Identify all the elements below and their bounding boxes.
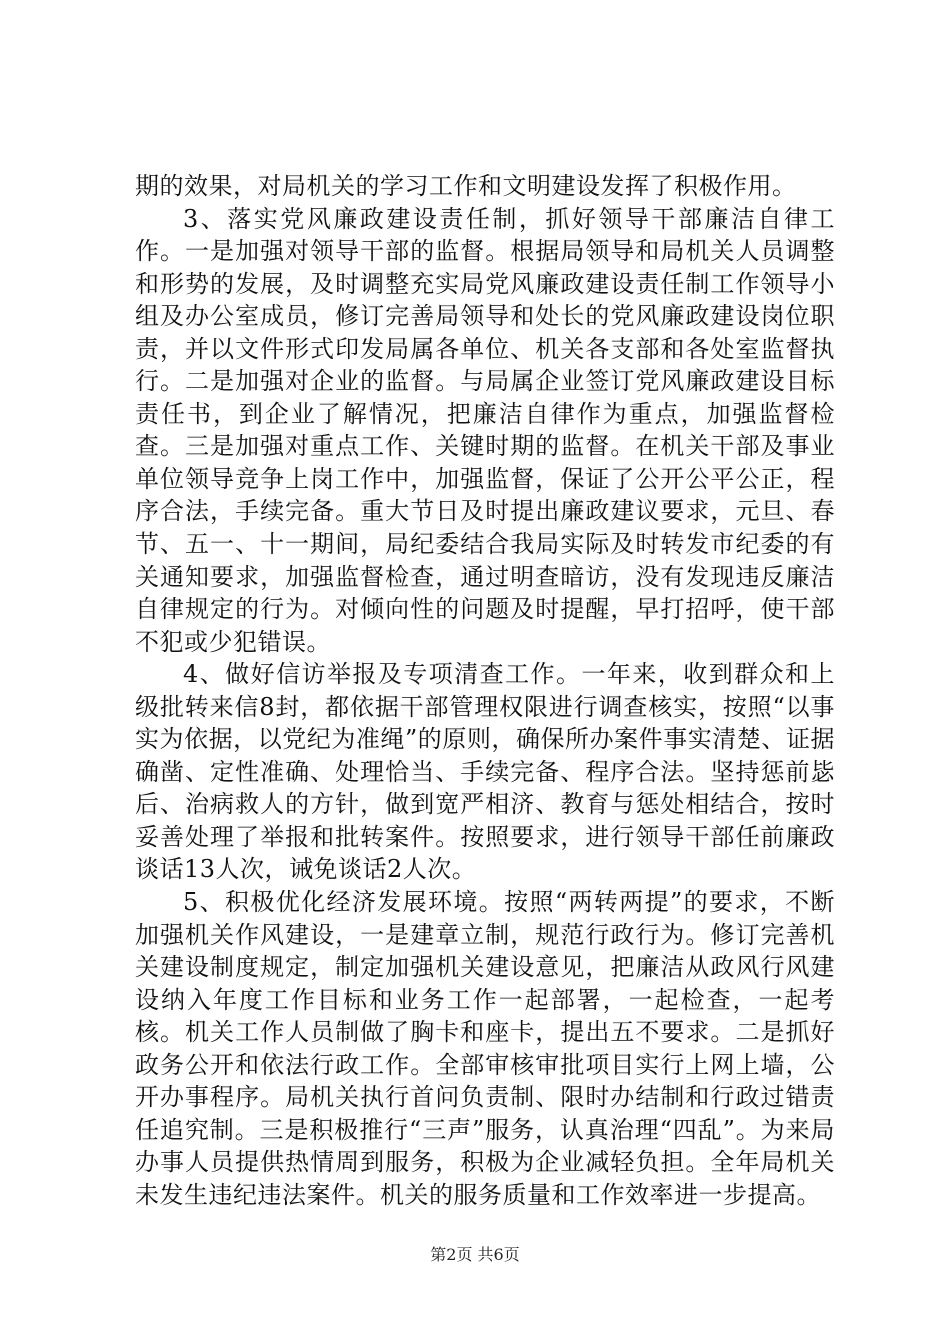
paragraph-item-3: 3、落实党风廉政建设责任制，抓好领导干部廉洁自律工作。一是加强对领导干部的监督。根据局领导和局机关人员调整和形势的发展，及时调整充实局党风廉政建设责任制工作领导小组及办公室成员，修订完善局领导和处长的党风廉政建设岗位职责，并以文件形式印发局属各单位、机关各支部和各处室监督执行。二是加强对企业的监督。与局属企业签订党风廉政建设目标责任书，到企业了解情况，把廉洁自律作为重点，加强监督检查。三是加强对重点工作、关键时期的监督。在机关干部及事业单位领导竞争上岗工作中，加强监督，保证了公开公平公正，程序合法，手续完备。重大节日及时提出廉政建议要求，元旦、春节、五一、十一期间，局纪委结合我局实际及时转发市纪委的有关通知要求，加强监督检查，通过明查暗访，没有发现违反廉洁自律规定的行为。对倾向性的问题及时提醒，早打招呼，使干部不犯或少犯错误。 [135,204,835,656]
paragraph-continuation: 期的效果，对局机关的学习工作和文明建设发挥了积极作用。 [135,172,797,200]
paragraph-item-5: 5、积极优化经济发展环境。按照“两转两提”的要求，不断加强机关作风建设，一是建章立制，规范行政行为。修订完善机关建设制度规定，制定加强机关建设意见，把廉洁从政风行风建设纳入年度工作目标和业务工作一起部署，一起检查，一起考核。机关工作人员制做了胸卡和座卡，提出五不要求。二是抓好政务公开和依法行政工作。全部审核审批项目实行上网上墙，公开办事程序。局机关执行首问负责制、限时办结制和行政过错责任追究制。三是积极推行“三声”服务，认真治理“四乱”。为来局办事人员提供热情周到服务，积极为企业减轻负担。全年局机关未发生违纪违法案件。机关的服务质量和工作效率进一步提高。 [135,888,835,1209]
paragraph-item-4: 4、做好信访举报及专项清查工作。一年来，收到群众和上级批转来信8封，都依据干部管理权限进行调查核实，按照“以事实为依据，以党纪为准绳”的原则，确保所办案件事实清楚、证据确凿、定性准确、处理恰当、手续完备、程序合法。坚持惩前毖后、治病救人的方针，做到宽严相济、教育与惩处相结合，按时妥善处理了举报和批转案件。按照要求，进行领导干部任前廉政谈话13人次，诫免谈话2人次。 [135,660,835,884]
page-number-footer: 第2页 共6页 [430,1245,520,1264]
document-body [135,170,835,1212]
